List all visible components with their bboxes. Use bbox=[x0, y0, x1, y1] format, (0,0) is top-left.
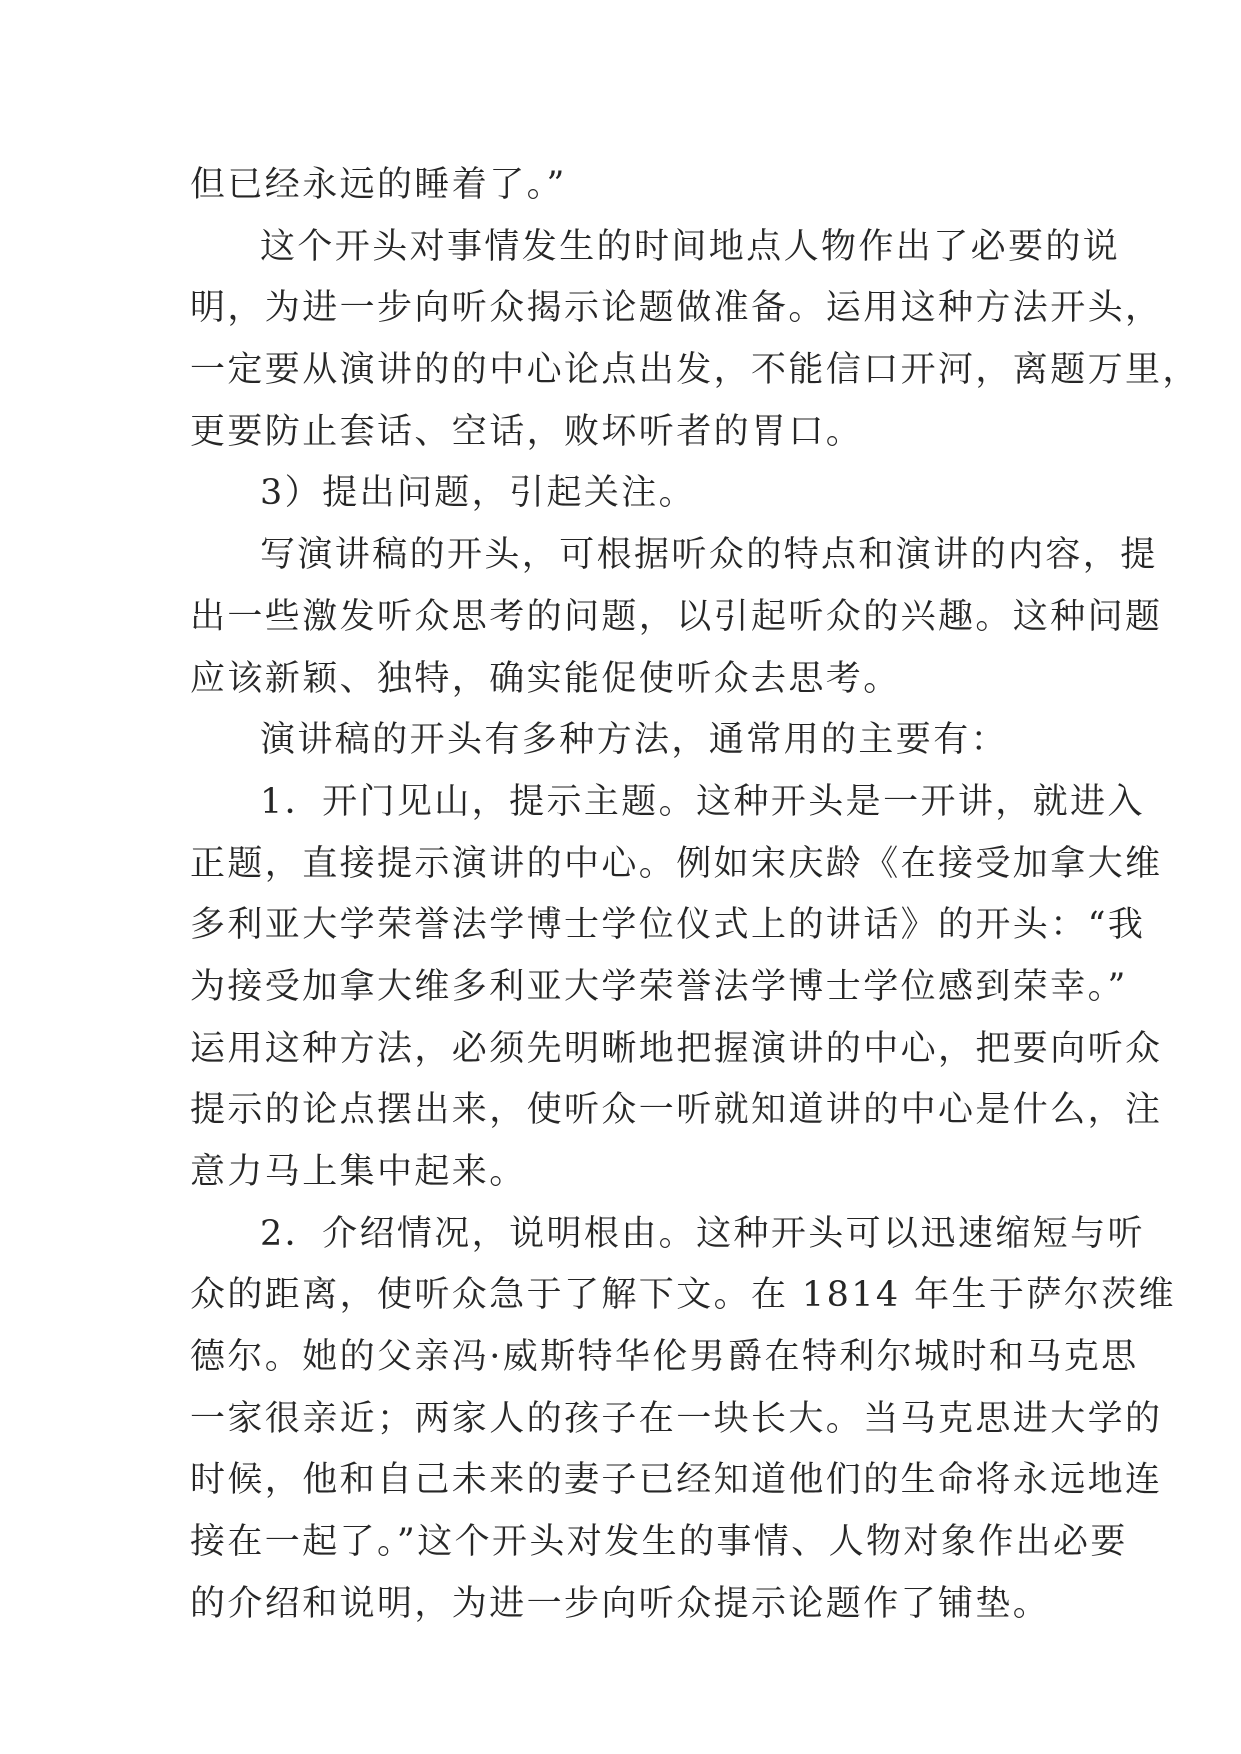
text-line: 更要防止套话、空话，败坏听者的胃口。 bbox=[190, 411, 864, 452]
text-line: 2．介绍情况，说明根由。这种开头可以迅速缩短与听 bbox=[260, 1213, 1145, 1254]
text-line: 众的距离，使听众急于了解下文。在 1814 年生于萨尔茨维 bbox=[190, 1275, 1176, 1316]
text-line: 一家很亲近；两家人的孩子在一块长大。当马克思进大学的 bbox=[190, 1398, 1163, 1439]
text-line: 这个开头对事情发生的时间地点人物作出了必要的说 bbox=[260, 226, 1121, 267]
text-line: 提示的论点摆出来，使听众一听就知道讲的中心是什么，注 bbox=[190, 1090, 1163, 1131]
text-line: 1．开门见山，提示主题。这种开头是一开讲，就进入 bbox=[260, 781, 1145, 822]
text-line: 一定要从演讲的的中心论点出发，不能信口开河，离题万里， bbox=[190, 350, 1200, 391]
text-line: 多利亚大学荣誉法学博士学位仪式上的讲话》的开头：“我 bbox=[190, 905, 1146, 946]
text-line: 时候，他和自己未来的妻子已经知道他们的生命将永远地连 bbox=[190, 1460, 1163, 1501]
text-line: 3）提出问题，引起关注。 bbox=[260, 473, 697, 514]
text-line: 接在一起了。”这个开头对发生的事情、人物对象作出必要 bbox=[190, 1522, 1128, 1563]
text-line: 写演讲稿的开头，可根据听众的特点和演讲的内容，提 bbox=[260, 535, 1158, 576]
text-line: 正题，直接提示演讲的中心。例如宋庆龄《在接受加拿大维 bbox=[190, 843, 1163, 884]
text-line: 的介绍和说明，为进一步向听众提示论题作了铺垫。 bbox=[190, 1583, 1051, 1624]
text-line: 演讲稿的开头有多种方法，通常用的主要有： bbox=[260, 720, 1009, 761]
text-line: 但已经永远的睡着了。” bbox=[190, 165, 567, 205]
text-line: 德尔。她的父亲冯·威斯特华伦男爵在特利尔城时和马克思 bbox=[190, 1337, 1139, 1378]
text-line: 运用这种方法，必须先明晰地把握演讲的中心，把要向听众 bbox=[190, 1028, 1163, 1069]
text-line: 意力马上集中起来。 bbox=[190, 1152, 527, 1192]
text-line: 出一些激发听众思考的问题，以引起听众的兴趣。这种问题 bbox=[190, 596, 1163, 637]
text-line: 为接受加拿大维多利亚大学荣誉法学博士学位感到荣幸。” bbox=[190, 966, 1128, 1007]
text-line: 明，为进一步向听众揭示论题做准备。运用这种方法开头， bbox=[190, 288, 1163, 329]
text-line: 应该新颖、独特，确实能促使听众去思考。 bbox=[190, 658, 901, 699]
document-body bbox=[190, 155, 1200, 1636]
